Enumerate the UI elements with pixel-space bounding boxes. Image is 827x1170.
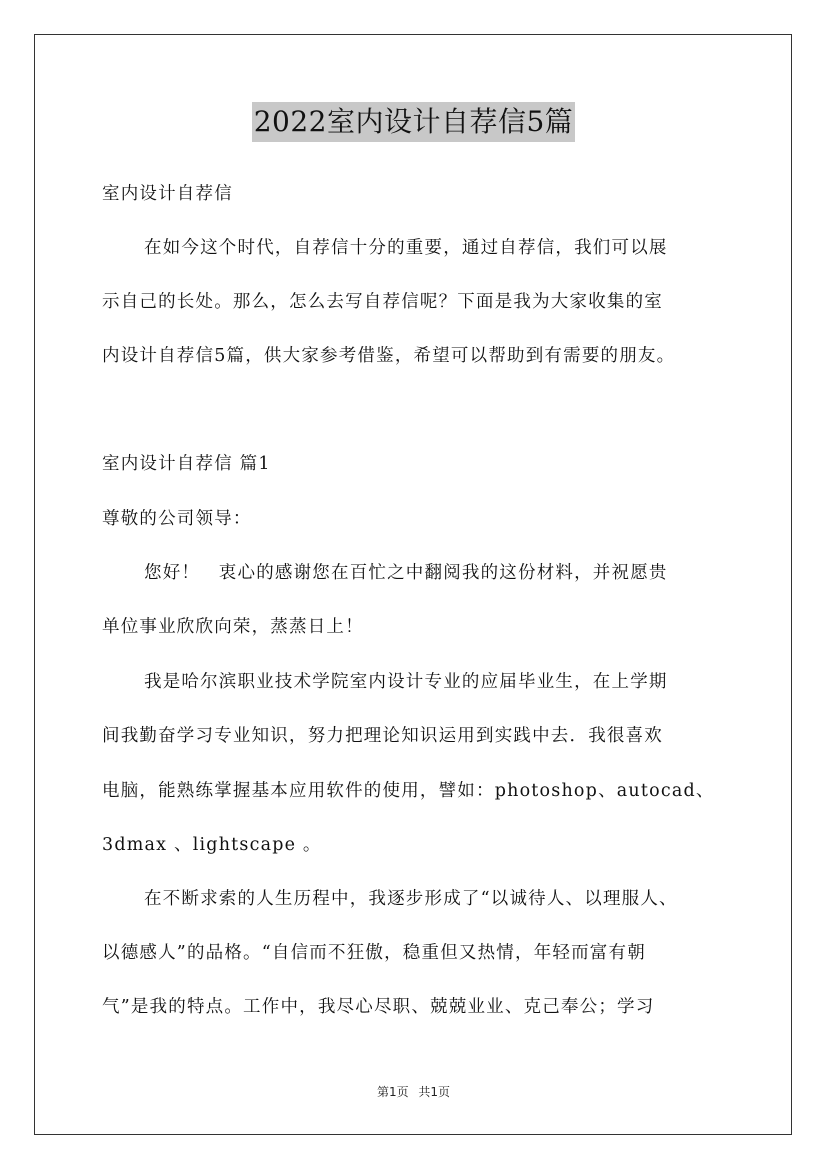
paragraph-line: 示自己的长处。那么，怎么去写自荐信呢？下面是我为大家收集的室 (102, 292, 663, 312)
page-footer (0, 1083, 827, 1100)
title-container (0, 102, 827, 142)
paragraph-line: 以德感人”的品格。“自信而不狂傲，稳重但又热情，年轻而富有朝 (102, 943, 646, 963)
page-total: 共1页 (418, 1085, 451, 1099)
paragraph-line: 您好！ 衷心的感谢您在百忙之中翻阅我的这份材料，并祝愿贵 (144, 563, 668, 583)
paragraph-line: 内设计自荐信5篇，供大家参考借鉴，希望可以帮助到有需要的朋友。 (102, 346, 676, 366)
paragraph-line: 3dmax 、lightscape 。 (102, 835, 322, 855)
paragraph-line: 电脑，能熟练掌握基本应用软件的使用，譬如：photoshop、autocad、 (102, 781, 715, 801)
article-heading: 室内设计自荐信 篇1 (102, 454, 271, 474)
paragraph-line: 单位事业欣欣向荣，蒸蒸日上！ (102, 617, 364, 637)
salutation: 尊敬的公司领导： (102, 509, 252, 529)
paragraph-line: 在不断求索的人生历程中，我逐步形成了“以诚待人、以理服人、 (144, 889, 678, 909)
paragraph-line: 间我勤奋学习专业知识，努力把理论知识运用到实践中去．我很喜欢 (102, 726, 663, 746)
paragraph-line: 我是哈尔滨职业技术学院室内设计专业的应届毕业生，在上学期 (144, 672, 668, 692)
document-title: 2022室内设计自荐信5篇 (252, 102, 576, 142)
paragraph-line: 在如今这个时代，自荐信十分的重要，通过自荐信，我们可以展 (144, 238, 668, 258)
page-number: 第1页 (376, 1085, 409, 1099)
paragraph-line: 气”是我的特点。工作中，我尽心尽职、兢兢业业、克己奉公；学习 (102, 997, 655, 1017)
section-heading: 室内设计自荐信 (102, 184, 233, 204)
